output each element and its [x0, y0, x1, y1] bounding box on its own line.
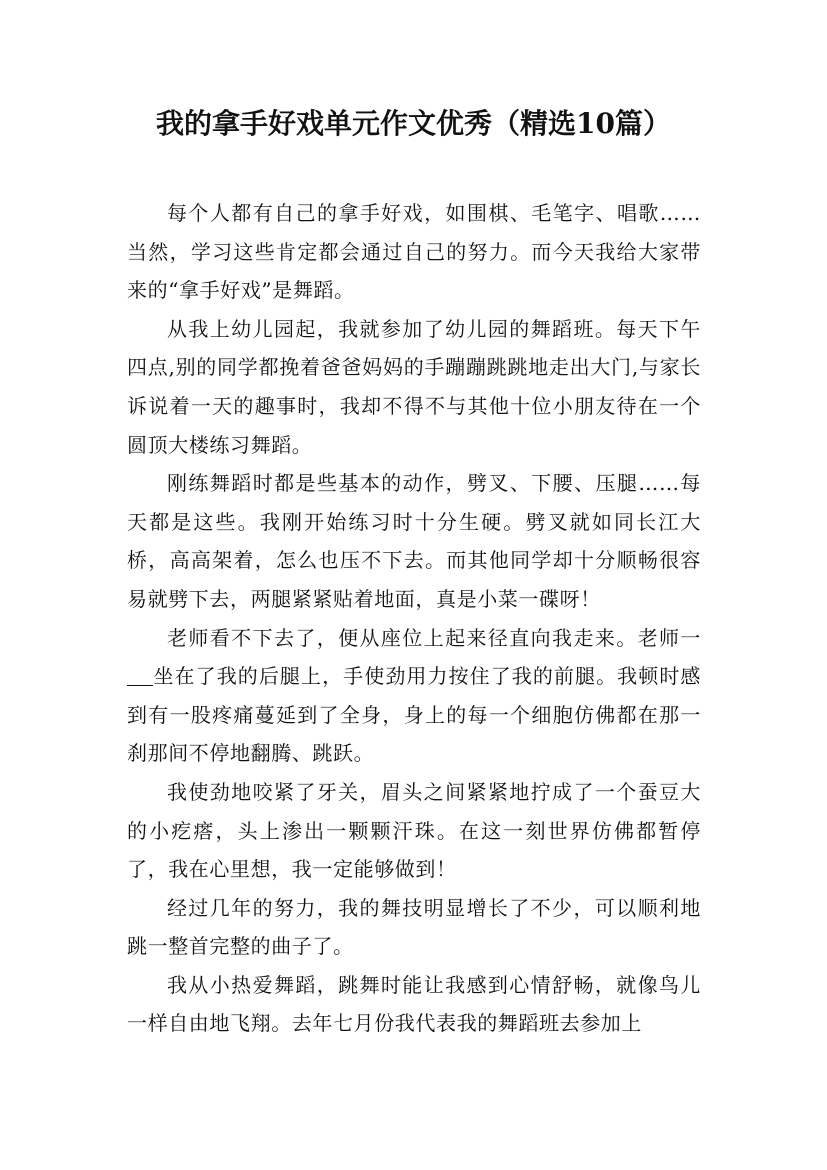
paragraph-5: 我使劲地咬紧了牙关，眉头之间紧紧地拧成了一个蚕豆大的小疙瘩，头上渗出一颗颗汗珠。在这一刻世界仿佛都暂停了，我在心里想，我一定能够做到！: [127, 779, 701, 882]
paragraph-4: [127, 619, 701, 773]
paragraph-3: 刚练舞蹈时都是些基本的动作，劈叉、下腰、压腿……每天都是这些。我刚开始练习时十分生硬。劈叉就如同长江大桥，高高架着，怎么也压不下去。而其他同学却十分顺畅很容易就劈下去，两腿紧紧贴着地面，真是小菜一碟呀！: [127, 471, 701, 611]
paragraph-4-part-2: 坐在了我的后腿上，手使劲用力按住了我的前腿。我顿时感到有一股疼痛蔓延到了全身，身上的每一个细胞仿佛都在那一刹那间不停地翻腾、跳跃。: [127, 664, 701, 766]
paragraph-1: 每个人都有自己的拿手好戏，如围棋、毛笔字、唱歌……当然，学习这些肯定都会通过自己的努力。而今天我给大家带来的“拿手好戏”是舞蹈。: [127, 201, 701, 303]
document-body: [127, 194, 701, 1043]
fill-in-blank: [127, 665, 153, 686]
paragraph-4-part-1: 老师看不下去了，便从座位上起来径直向我走来。老师一: [167, 625, 701, 650]
paragraph-6: 经过几年的努力，我的舞技明显增长了不少，可以顺利地跳一整首完整的曲子了。: [127, 895, 701, 959]
paragraph-7: 我从小热爱舞蹈，跳舞时能让我感到心情舒畅，就像鸟儿一样自由地飞翔。去年七月份我代表我的舞蹈班去参加上: [127, 972, 701, 1036]
document-title: 我的拿手好戏单元作文优秀（精选10篇）: [156, 107, 671, 140]
paragraph-2: 从我上幼儿园起，我就参加了幼儿园的舞蹈班。每天下午四点,别的同学都挽着爸爸妈妈的手蹦蹦跳跳地走出大门,与家长诉说着一天的趣事时，我却不得不与其他十位小朋友待在一个圆顶大楼练习舞蹈。: [127, 316, 701, 457]
